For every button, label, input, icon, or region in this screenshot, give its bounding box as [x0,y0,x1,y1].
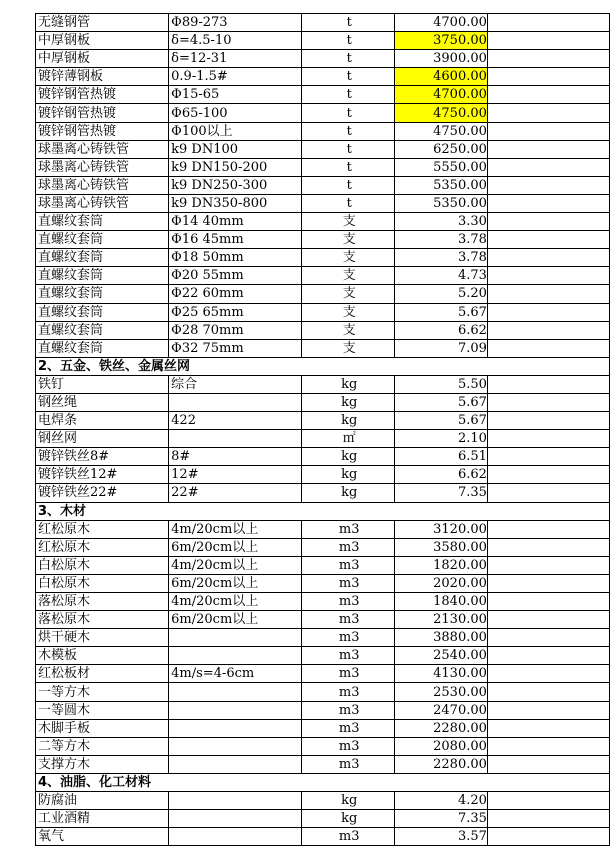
material-name-cell: 白松原木 [36,556,169,574]
price-cell: 4130.00 [395,665,488,683]
table-row [36,574,610,592]
price-cell: 3.30 [395,213,488,231]
empty-cell [487,303,609,321]
price-cell: 2280.00 [395,755,488,773]
spec-cell [169,683,302,701]
spec-cell: 6m/20cm以上 [169,574,302,592]
spec-cell [169,719,302,737]
section-header-row [36,502,610,520]
empty-cell [487,701,609,719]
spec-cell [169,755,302,773]
spec-cell: Φ65-100 [169,104,302,122]
material-name-cell: 烘干硬木 [36,629,169,647]
price-cell: 3880.00 [395,629,488,647]
material-name-cell: 镀锌铁丝8# [36,448,169,466]
price-cell: 2.10 [395,430,488,448]
material-name-cell: 工业酒精 [36,810,169,828]
table-row [36,484,610,502]
unit-cell: m3 [302,828,395,846]
price-cell: 4.20 [395,792,488,810]
empty-cell [487,122,609,140]
material-name-cell: 镀锌钢管热镀 [36,86,169,104]
table-row [36,719,610,737]
price-cell: 5350.00 [395,176,488,194]
table-row [36,538,610,556]
material-name-cell: 木脚手板 [36,719,169,737]
unit-cell: m3 [302,737,395,755]
material-name-cell: 直螺纹套筒 [36,339,169,357]
spec-cell: 4m/20cm以上 [169,593,302,611]
spec-cell: 4m/20cm以上 [169,556,302,574]
unit-cell: t [302,86,395,104]
spec-cell: Φ100以上 [169,122,302,140]
table-row [36,520,610,538]
unit-cell: m3 [302,755,395,773]
table-row [36,122,610,140]
spec-cell: 422 [169,412,302,430]
spec-cell: 22# [169,484,302,502]
empty-cell [487,50,609,68]
table-row [36,194,610,212]
unit-cell: m3 [302,611,395,629]
empty-cell [487,466,609,484]
spec-cell: Φ28 70mm [169,321,302,339]
empty-cell [487,104,609,122]
table-row [36,683,610,701]
empty-cell [487,249,609,267]
section-header: 2、五金、铁丝、金属丝网 [36,357,610,375]
spec-cell [169,647,302,665]
table-row [36,267,610,285]
table-row [36,393,610,411]
price-cell: 7.35 [395,810,488,828]
material-name-cell: 红松板材 [36,665,169,683]
spec-cell: 0.9-1.5# [169,68,302,86]
price-cell: 2530.00 [395,683,488,701]
material-name-cell: 支撑方木 [36,755,169,773]
material-name-cell: 直螺纹套筒 [36,267,169,285]
material-name-cell: 中厚钢板 [36,50,169,68]
table-row [36,50,610,68]
unit-cell: t [302,50,395,68]
spec-cell: 6m/20cm以上 [169,611,302,629]
spec-cell: 12# [169,466,302,484]
material-name-cell: 球墨离心铸铁管 [36,158,169,176]
material-name-cell: 白松原木 [36,574,169,592]
material-name-cell: 二等方木 [36,737,169,755]
material-name-cell: 直螺纹套筒 [36,249,169,267]
price-cell: 4.73 [395,267,488,285]
spec-cell: k9 DN250-300 [169,176,302,194]
spec-cell: δ=4.5-10 [169,32,302,50]
spec-cell: Φ25 65mm [169,303,302,321]
empty-cell [487,140,609,158]
unit-cell: kg [302,412,395,430]
price-cell: 1840.00 [395,593,488,611]
empty-cell [487,339,609,357]
empty-cell [487,538,609,556]
spec-cell [169,701,302,719]
empty-cell [487,412,609,430]
section-header-row [36,773,610,791]
empty-cell [487,520,609,538]
unit-cell: 支 [302,231,395,249]
empty-cell [487,231,609,249]
empty-cell [487,593,609,611]
price-cell: 2540.00 [395,647,488,665]
spec-cell [169,430,302,448]
table-row [36,231,610,249]
empty-cell [487,484,609,502]
empty-cell [487,448,609,466]
price-cell: 4700.00 [395,14,488,32]
spec-cell: 4m/s=4-6cm [169,665,302,683]
empty-cell [487,683,609,701]
material-name-cell: 直螺纹套筒 [36,321,169,339]
unit-cell: m3 [302,556,395,574]
price-cell: 6250.00 [395,140,488,158]
spec-cell: 综合 [169,375,302,393]
unit-cell: kg [302,393,395,411]
empty-cell [487,792,609,810]
unit-cell: 支 [302,303,395,321]
material-name-cell: 电焊条 [36,412,169,430]
unit-cell: t [302,176,395,194]
material-name-cell: 防腐油 [36,792,169,810]
price-cell: 3120.00 [395,520,488,538]
material-name-cell: 镀锌钢管热镀 [36,122,169,140]
price-cell: 5350.00 [395,194,488,212]
spec-cell: 4m/20cm以上 [169,520,302,538]
price-table-body [36,14,610,846]
spec-cell: k9 DN150-200 [169,158,302,176]
section-header-row [36,357,610,375]
unit-cell: m3 [302,629,395,647]
table-row [36,466,610,484]
empty-cell [487,629,609,647]
unit-cell: m3 [302,701,395,719]
unit-cell: m3 [302,719,395,737]
unit-cell: t [302,158,395,176]
material-name-cell: 落松原木 [36,593,169,611]
spec-cell [169,792,302,810]
price-cell: 3750.00 [395,32,488,50]
table-row [36,810,610,828]
unit-cell: m3 [302,574,395,592]
table-row [36,611,610,629]
material-name-cell: 中厚钢板 [36,32,169,50]
empty-cell [487,32,609,50]
empty-cell [487,556,609,574]
price-cell: 5.20 [395,285,488,303]
unit-cell: t [302,14,395,32]
material-name-cell: 落松原木 [36,611,169,629]
price-cell: 2080.00 [395,737,488,755]
price-cell: 5.67 [395,412,488,430]
table-row [36,412,610,430]
price-cell: 4750.00 [395,104,488,122]
unit-cell: m3 [302,683,395,701]
empty-cell [487,267,609,285]
empty-cell [487,393,609,411]
table-row [36,828,610,846]
price-table [35,13,610,846]
unit-cell: t [302,68,395,86]
price-cell: 3580.00 [395,538,488,556]
unit-cell: kg [302,466,395,484]
material-name-cell: 红松原木 [36,520,169,538]
material-name-cell: 钢丝网 [36,430,169,448]
material-name-cell: 镀锌铁丝22# [36,484,169,502]
material-name-cell: 红松原木 [36,538,169,556]
table-row [36,176,610,194]
price-cell: 5.67 [395,303,488,321]
empty-cell [487,828,609,846]
material-name-cell: 一等圆木 [36,701,169,719]
empty-cell [487,611,609,629]
unit-cell: 支 [302,267,395,285]
empty-cell [487,810,609,828]
price-cell: 4700.00 [395,86,488,104]
spec-cell: Φ18 50mm [169,249,302,267]
table-row [36,701,610,719]
material-name-cell: 球墨离心铸铁管 [36,194,169,212]
empty-cell [487,375,609,393]
empty-cell [487,321,609,339]
price-cell: 6.51 [395,448,488,466]
spec-cell: 6m/20cm以上 [169,538,302,556]
empty-cell [487,647,609,665]
price-cell: 5550.00 [395,158,488,176]
unit-cell: kg [302,375,395,393]
empty-cell [487,755,609,773]
empty-cell [487,285,609,303]
unit-cell: t [302,32,395,50]
unit-cell: 支 [302,249,395,267]
spec-cell: Φ15-65 [169,86,302,104]
material-name-cell: 镀锌薄钢板 [36,68,169,86]
table-row [36,249,610,267]
table-row [36,285,610,303]
spec-cell: Φ89-273 [169,14,302,32]
table-row [36,86,610,104]
empty-cell [487,213,609,231]
price-cell: 7.09 [395,339,488,357]
unit-cell: 支 [302,213,395,231]
material-name-cell: 直螺纹套筒 [36,303,169,321]
table-row [36,14,610,32]
table-row [36,339,610,357]
price-cell: 5.50 [395,375,488,393]
empty-cell [487,737,609,755]
table-row [36,140,610,158]
price-cell: 4750.00 [395,122,488,140]
material-name-cell: 铁钉 [36,375,169,393]
price-cell: 3.78 [395,231,488,249]
table-row [36,68,610,86]
unit-cell: 支 [302,339,395,357]
price-cell: 3900.00 [395,50,488,68]
unit-cell: t [302,140,395,158]
empty-cell [487,194,609,212]
table-row [36,303,610,321]
price-cell: 4600.00 [395,68,488,86]
unit-cell: ㎡ [302,430,395,448]
spec-cell [169,828,302,846]
price-cell: 6.62 [395,466,488,484]
table-row [36,32,610,50]
material-name-cell: 镀锌钢管热镀 [36,104,169,122]
table-row [36,104,610,122]
table-row [36,792,610,810]
spec-cell: Φ14 40mm [169,213,302,231]
material-name-cell: 镀锌铁丝12# [36,466,169,484]
unit-cell: kg [302,792,395,810]
price-cell: 6.62 [395,321,488,339]
table-row [36,158,610,176]
unit-cell: t [302,194,395,212]
unit-cell: 支 [302,321,395,339]
material-name-cell: 钢丝绳 [36,393,169,411]
table-row [36,430,610,448]
empty-cell [487,665,609,683]
price-cell: 2280.00 [395,719,488,737]
price-cell: 5.67 [395,393,488,411]
price-cell: 2130.00 [395,611,488,629]
material-name-cell: 球墨离心铸铁管 [36,140,169,158]
price-cell: 1820.00 [395,556,488,574]
material-name-cell: 直螺纹套筒 [36,231,169,249]
empty-cell [487,176,609,194]
price-cell: 2470.00 [395,701,488,719]
section-header: 3、木材 [36,502,610,520]
price-cell: 3.57 [395,828,488,846]
spec-cell: 8# [169,448,302,466]
unit-cell: kg [302,448,395,466]
spec-cell: Φ22 60mm [169,285,302,303]
empty-cell [487,430,609,448]
spec-cell [169,737,302,755]
table-row [36,321,610,339]
spec-cell: δ=12-31 [169,50,302,68]
unit-cell: m3 [302,647,395,665]
price-cell: 7.35 [395,484,488,502]
spec-cell [169,629,302,647]
unit-cell: m3 [302,665,395,683]
spec-cell: Φ32 75mm [169,339,302,357]
material-name-cell: 球墨离心铸铁管 [36,176,169,194]
table-row [36,737,610,755]
table-row [36,647,610,665]
table-row [36,629,610,647]
unit-cell: kg [302,484,395,502]
empty-cell [487,158,609,176]
unit-cell: t [302,122,395,140]
spec-cell [169,393,302,411]
empty-cell [487,86,609,104]
material-name-cell: 直螺纹套筒 [36,285,169,303]
price-cell: 3.78 [395,249,488,267]
material-name-cell: 一等方木 [36,683,169,701]
material-name-cell: 无缝钢管 [36,14,169,32]
section-header: 4、油脂、化工材料 [36,773,610,791]
table-row [36,213,610,231]
unit-cell: t [302,104,395,122]
spec-cell: Φ20 55mm [169,267,302,285]
material-name-cell: 木模板 [36,647,169,665]
spec-cell [169,810,302,828]
material-name-cell: 直螺纹套筒 [36,213,169,231]
table-row [36,448,610,466]
table-row [36,556,610,574]
spec-cell: k9 DN350-800 [169,194,302,212]
table-row [36,755,610,773]
spec-cell: k9 DN100 [169,140,302,158]
empty-cell [487,14,609,32]
empty-cell [487,719,609,737]
table-row [36,665,610,683]
empty-cell [487,68,609,86]
table-row [36,375,610,393]
unit-cell: m3 [302,520,395,538]
empty-cell [487,574,609,592]
unit-cell: m3 [302,593,395,611]
material-name-cell: 氧气 [36,828,169,846]
price-cell: 2020.00 [395,574,488,592]
table-row [36,593,610,611]
unit-cell: kg [302,810,395,828]
spec-cell: Φ16 45mm [169,231,302,249]
unit-cell: 支 [302,285,395,303]
unit-cell: m3 [302,538,395,556]
